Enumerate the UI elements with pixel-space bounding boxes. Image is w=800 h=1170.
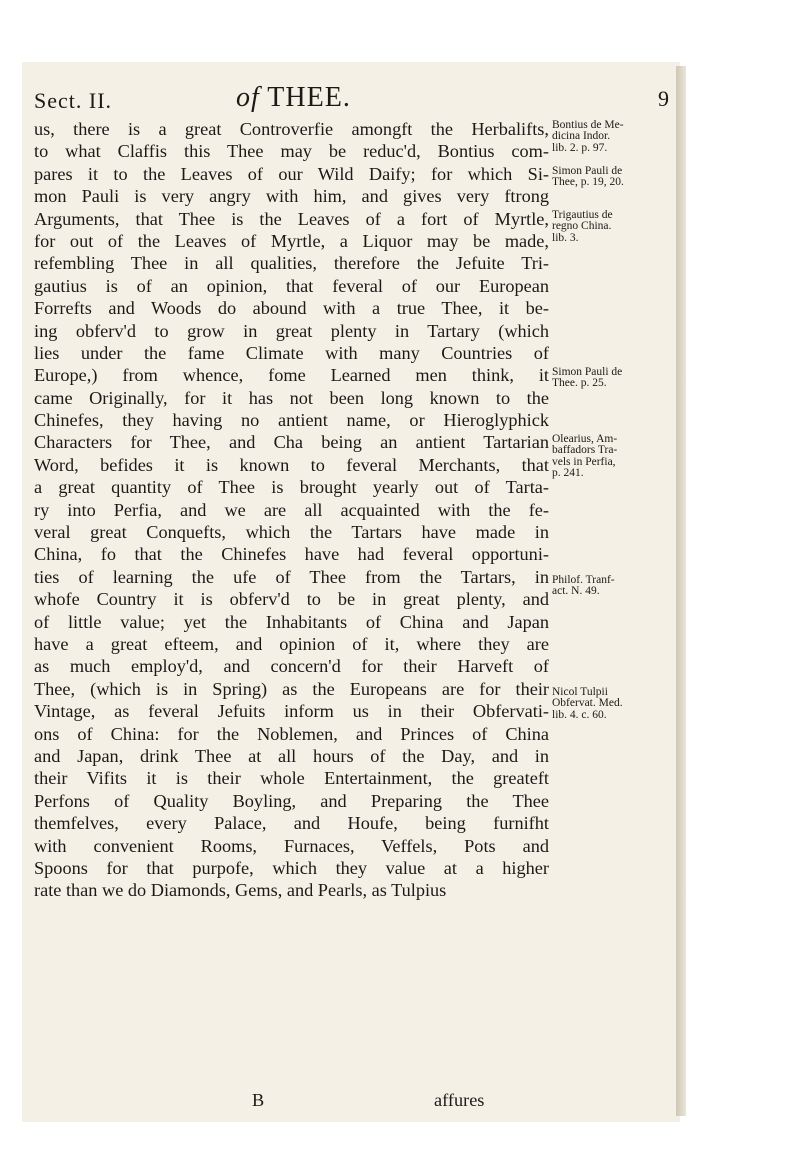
text-line: came Originally, for it has not been long known to the [34, 387, 549, 408]
marginal-note-line: Nicol Tulpii [552, 686, 608, 698]
text-line: ry into Perfia, and we are all acquainted with the fe- [34, 499, 549, 520]
text-line: us, there is a great Controverfie amongft the Herbalifts, [34, 119, 549, 139]
text-line: whofe Country it is obferv'd to be in great plenty, and [34, 589, 549, 610]
marginal-note-line: Simon Pauli de [552, 366, 623, 378]
marginal-note [552, 166, 624, 189]
text-line: pares it to the Leaves of our Wild Daify; for which Si- [34, 163, 549, 184]
text-line: Arguments, that Thee is the Leaves of a fort of Myrtle, [34, 208, 549, 229]
text-line: veral great Conquefts, which the Tartars have made in [34, 522, 549, 543]
text-line: Chinefes, they having no antient name, or Hieroglyphick [34, 410, 549, 431]
text-line: ons of China: for the Noblemen, and Princes of China [34, 723, 549, 744]
page-edge-shadow [676, 66, 686, 1116]
text-line: their Vifits it is their whole Entertainment, the greateft [34, 768, 549, 789]
marginal-note-line: act. N. 49. [552, 585, 600, 598]
signature-mark: B [252, 1090, 265, 1110]
text-line: Word, befides it is known to feveral Merchants, that [34, 454, 549, 475]
marginal-note-line: baffadors Tra- [552, 444, 618, 457]
text-line: a great quantity of Thee is brought yearly out of Tarta- [34, 477, 549, 498]
running-title-of: of [236, 82, 260, 113]
text-line: China, fo that the Chinefes have had feveral opportuni- [34, 544, 549, 565]
text-line: lies under the fame Climate with many Countries of [34, 342, 549, 363]
text-line: and Japan, drink Thee at all hours of the Day, and in [34, 745, 549, 766]
marginal-note-line: dicina Indor. [552, 130, 611, 143]
text-line: Spoons for that purpofe, which they value at a higher [34, 857, 549, 878]
marginal-note-line: Thee, p. 19, 20. [552, 176, 624, 189]
marginal-note-line: Simon Pauli de [552, 165, 623, 177]
text-line: of little value; yet the Inhabitants of China and Japan [34, 611, 549, 632]
catchword: affures [434, 1090, 485, 1110]
marginal-note [552, 575, 615, 598]
body-text [34, 118, 549, 902]
marginal-note [552, 434, 617, 480]
section-label: Sect. II. [34, 88, 113, 113]
running-header [34, 82, 670, 118]
text-line: Perfons of Quality Boyling, and Preparing the Thee [34, 790, 549, 811]
marginal-note-line: lib. 2. p. 97. [552, 141, 608, 154]
page-number: 9 [658, 86, 669, 111]
text-line: Europe,) from whence, fome Learned men think, it [34, 365, 549, 386]
marginal-note-line: Olearius, Am- [552, 433, 618, 445]
text-line: mon Pauli is very angry with him, and gives very ftrong [34, 186, 549, 207]
marginal-note-line: Bontius de Me- [552, 119, 624, 131]
marginal-note-line: Obfervat. Med. [552, 697, 623, 710]
marginal-note-line: vels in Perfia, [552, 455, 616, 468]
marginal-note-line: lib. 4. c. 60. [552, 708, 607, 721]
marginal-note [552, 367, 622, 390]
text-line: Forrefts and Woods do abound with a true Thee, it be- [34, 298, 549, 319]
text-line: Vintage, as feveral Jefuits inform us in their Obfervati- [34, 701, 549, 722]
text-line: ing obferv'd to grow in great plenty in Tartary (which [34, 320, 549, 341]
marginal-note-line: lib. 3. [552, 231, 579, 244]
running-title-word: THEE. [267, 82, 351, 113]
text-line: for out of the Leaves of Myrtle, a Liquor may be made, [34, 230, 549, 251]
text-line: Characters for Thee, and Cha being an antient Tartarian [34, 432, 549, 453]
marginal-note [552, 120, 624, 154]
text-line: as much employ'd, and concern'd for their Harveft of [34, 656, 549, 677]
text-line: gautius is of an opinion, that feveral of our European [34, 275, 549, 296]
marginal-note [552, 210, 613, 244]
marginal-note-line: p. 241. [552, 467, 584, 480]
text-line: rate than we do Diamonds, Gems, and Pearls, as Tulpius [34, 880, 447, 901]
text-line: ties of learning the ufe of Thee from the Tartars, in [34, 566, 549, 587]
text-line: to what Claffis this Thee may be reduc'd, Bontius com- [34, 141, 549, 162]
marginal-note-line: Thee. p. 25. [552, 377, 607, 390]
marginal-note-line: Philof. Tranf- [552, 574, 615, 586]
marginal-note-line: regno China. [552, 220, 612, 233]
text-line: themfelves, every Palace, and Houfe, being furnifht [34, 813, 549, 834]
text-line: with convenient Rooms, Furnaces, Veffels, Pots and [34, 835, 549, 856]
marginal-note [552, 687, 623, 721]
text-line: Thee, (which is in Spring) as the Europeans are for their [34, 678, 549, 699]
marginal-note-line: Trigautius de [552, 209, 613, 221]
running-title [236, 82, 351, 114]
text-line: refembling Thee in all qualities, therefore the Jefuite Tri- [34, 253, 549, 274]
text-line: have a great efteem, and opinion of it, where they are [34, 633, 549, 654]
